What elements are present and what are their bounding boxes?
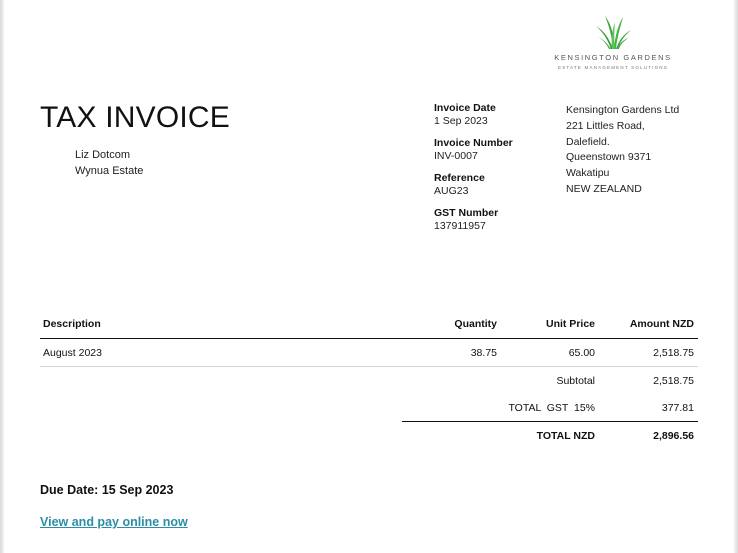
due-date: Due Date: 15 Sep 2023 [40,483,174,497]
invoice-date-label: Invoice Date [434,102,496,114]
company-address [566,103,679,198]
page-title: TAX INVOICE [40,101,231,134]
page-edge-left [0,0,4,553]
reference-label: Reference [434,172,485,184]
reference: AUG23 [434,185,469,197]
row-quantity: 38.75 [470,347,497,359]
logo-tagline: ESTATE MANAGEMENT SOLUTIONS [558,65,668,70]
row-description: August 2023 [43,347,102,359]
row-divider [40,366,698,367]
company-logo [538,14,688,70]
invoice-number: INV-0007 [434,150,478,162]
logo-name: KENSINGTON GARDENS [554,53,672,62]
table-header-row [40,316,698,338]
header-amount: Amount NZD [629,318,694,330]
recipient-name: Liz Dotcom [75,149,131,161]
gst-label: TOTAL GST 15% [508,402,595,414]
recipient-block [75,147,143,179]
address-line: Wakatipu [566,167,610,180]
gst-number-label: GST Number [434,207,499,219]
subtotal-row [40,373,698,395]
invoice-meta [434,102,513,242]
address-line: Queenstown 9371 [566,151,652,164]
total-value: 2,896.56 [653,430,694,442]
recipient-estate: Wynua Estate [75,165,144,177]
address-line: Dalefield. [566,135,610,148]
address-country: NEW ZEALAND [566,182,642,195]
invoice-table [40,316,698,442]
header-description: Description [43,318,101,330]
address-line: 221 Littles Road, [566,119,645,132]
row-unit-price: 65.00 [568,347,595,359]
gst-row [40,400,698,422]
header-divider [40,338,698,339]
table-row [40,345,698,367]
header-quantity: Quantity [454,318,497,330]
subtotal-label: Subtotal [556,375,595,387]
total-divider [402,421,698,422]
total-label: TOTAL NZD [536,430,595,442]
grass-icon [593,14,633,50]
total-row [40,428,698,450]
pay-online-link[interactable]: View and pay online now [40,515,188,529]
gst-number: 137911957 [434,220,486,232]
company-name: Kensington Gardens Ltd [566,104,680,116]
gst-value: 377.81 [661,402,694,414]
subtotal-value: 2,518.75 [653,375,694,387]
invoice-number-label: Invoice Number [434,137,513,149]
page-edge-right [734,0,738,553]
header-unit-price: Unit Price [545,318,595,330]
row-amount: 2,518.75 [653,347,694,359]
invoice-date: 1 Sep 2023 [434,115,488,127]
